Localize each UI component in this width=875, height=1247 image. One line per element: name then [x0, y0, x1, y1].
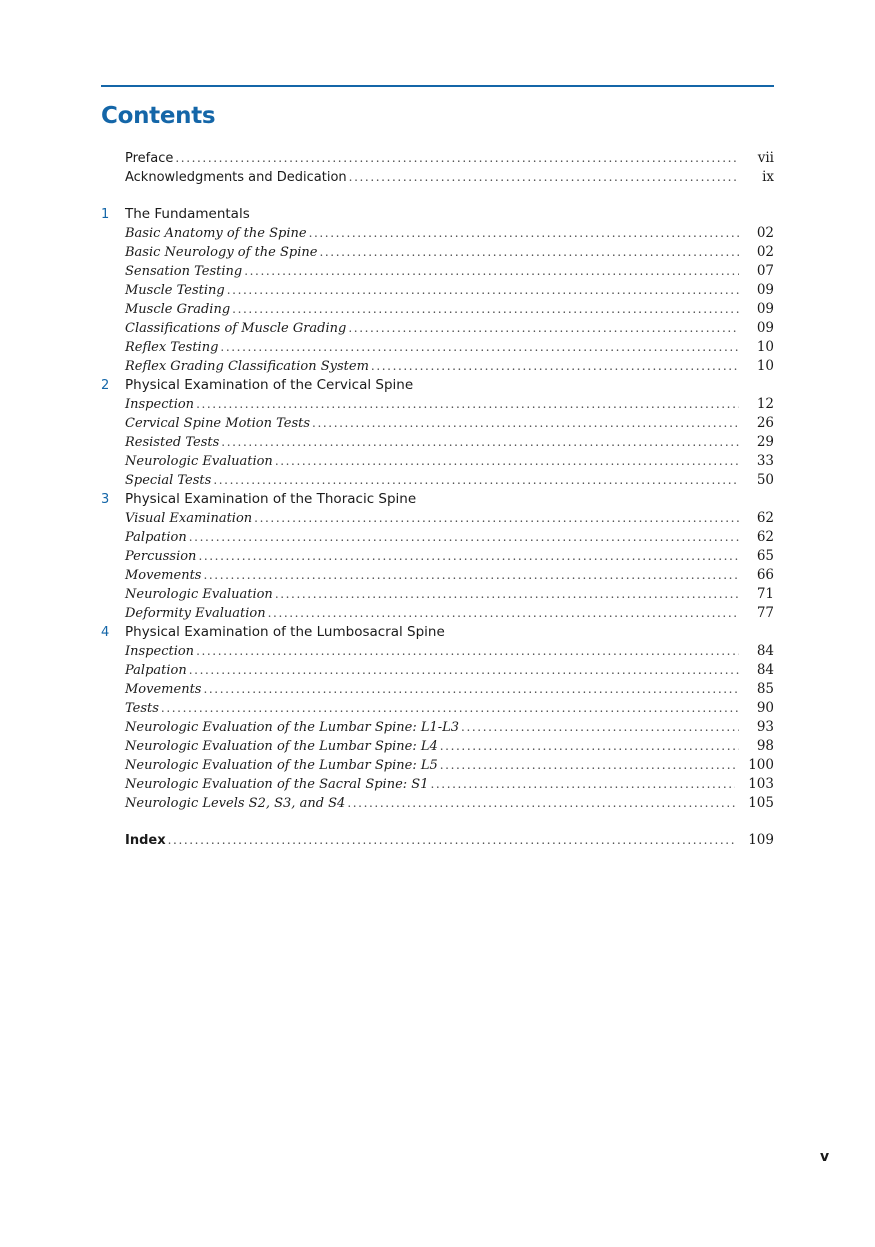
toc-page-number: 50 [756, 472, 774, 488]
toc-entry-label: Visual Examination [125, 511, 253, 526]
toc-page-number: 02 [756, 244, 774, 260]
dot-leader [198, 547, 739, 566]
dot-leader [254, 509, 739, 528]
dot-leader [221, 433, 739, 452]
toc-page-number: 66 [756, 567, 774, 583]
dot-leader [268, 604, 739, 623]
toc-entry-label: Neurologic Evaluation [125, 587, 273, 602]
toc-chapter-heading[interactable] [101, 376, 774, 395]
toc-page-number: 62 [756, 529, 774, 545]
toc-entry-label: Movements [125, 568, 202, 583]
dot-leader [461, 718, 739, 737]
toc-page-number: 26 [756, 415, 774, 431]
dot-leader [275, 585, 739, 604]
toc-section-entry[interactable] [101, 794, 774, 813]
dot-leader [213, 471, 739, 490]
dot-leader [196, 395, 739, 414]
dot-leader [203, 566, 739, 585]
dot-leader [196, 642, 739, 661]
toc-page-number: 109 [748, 832, 774, 848]
toc-entry-label: Inspection [125, 397, 195, 412]
toc-entry-acknowledgments[interactable] [101, 168, 774, 187]
toc-page-number: ix [762, 169, 774, 185]
dot-leader [189, 528, 739, 547]
toc-page-number: 90 [756, 700, 774, 716]
toc-section-entry[interactable] [101, 661, 774, 680]
toc-section-entry[interactable] [101, 300, 774, 319]
toc-entry-label: Tests [125, 701, 159, 716]
dot-leader [275, 452, 739, 471]
toc-section-entry[interactable] [101, 452, 774, 471]
toc-page-number: 09 [756, 320, 774, 336]
chapter-number: 4 [101, 625, 110, 640]
toc-entry-preface[interactable] [101, 149, 774, 168]
toc-section-entry[interactable] [101, 585, 774, 604]
toc-section-entry[interactable] [101, 604, 774, 623]
toc-page-number: 12 [756, 396, 774, 412]
toc-page-number: 100 [748, 757, 774, 773]
toc-section-entry[interactable] [101, 262, 774, 281]
toc-entry-label: Index [125, 833, 166, 848]
toc-section-entry[interactable] [101, 471, 774, 490]
toc-section-entry[interactable] [101, 642, 774, 661]
toc-entry-label: Basic Anatomy of the Spine [125, 226, 307, 241]
toc-chapter-heading[interactable] [101, 205, 774, 224]
dot-leader [220, 338, 739, 357]
toc-entry-label: Palpation [125, 663, 187, 678]
toc-page-number: 84 [756, 643, 774, 659]
toc-entry-index[interactable] [101, 831, 774, 850]
toc-entry-label: Cervical Spine Motion Tests [125, 416, 311, 431]
toc-entry-label: Basic Neurology of the Spine [125, 245, 318, 260]
chapter-number: 2 [101, 378, 110, 393]
dot-leader [309, 224, 739, 243]
dot-leader [319, 243, 739, 262]
toc-entry-label: Muscle Testing [125, 283, 225, 298]
toc-page-number: 07 [756, 263, 774, 279]
dot-leader [175, 149, 739, 168]
dot-leader [161, 699, 739, 718]
chapter-title: The Fundamentals [125, 206, 250, 222]
toc-page-number: 10 [756, 358, 774, 374]
toc-section-entry[interactable] [101, 756, 774, 775]
toc-page-number: 71 [756, 586, 774, 602]
toc-entry-label: Deformity Evaluation [125, 606, 266, 621]
header-rule [101, 85, 774, 87]
toc-page-number: 10 [756, 339, 774, 355]
chapter-number: 3 [101, 492, 110, 507]
toc-chapter-heading[interactable] [101, 490, 774, 509]
toc-page-number: 09 [756, 282, 774, 298]
toc-entry-label: Neurologic Evaluation of the Lumbar Spine: L5 [125, 758, 438, 773]
toc-entry-label: Percussion [125, 549, 197, 564]
dot-leader [227, 281, 739, 300]
toc-entry-label: Inspection [125, 644, 195, 659]
page-folio: v [820, 1149, 830, 1165]
toc-entry-label: Special Tests [125, 473, 212, 488]
toc-page-number: 105 [748, 795, 774, 811]
toc-section-entry[interactable] [101, 414, 774, 433]
toc-section-entry[interactable] [101, 243, 774, 262]
toc-section-entry[interactable] [101, 775, 774, 794]
toc-entry-label: Resisted Tests [125, 435, 220, 450]
toc-page-number: 29 [756, 434, 774, 450]
chapter-number: 1 [101, 207, 110, 222]
toc-section-entry[interactable] [101, 680, 774, 699]
toc-entry-label: Muscle Grading [125, 302, 231, 317]
toc-entry-label: Reflex Testing [125, 340, 219, 355]
toc-section-entry[interactable] [101, 338, 774, 357]
page-title: Contents [101, 103, 216, 129]
toc-page-number: 77 [756, 605, 774, 621]
dot-leader [440, 737, 739, 756]
toc-entry-label: Preface [125, 151, 174, 166]
toc-section-entry[interactable] [101, 433, 774, 452]
toc-page-number: vii [757, 150, 774, 166]
dot-leader [440, 756, 735, 775]
dot-leader [349, 168, 739, 187]
toc-section-entry[interactable] [101, 224, 774, 243]
dot-leader [168, 831, 736, 850]
chapter-title: Physical Examination of the Lumbosacral Spine [125, 624, 445, 640]
toc-page-number: 84 [756, 662, 774, 678]
toc-entry-label: Neurologic Evaluation of the Lumbar Spine: L1-L3 [125, 720, 460, 735]
toc-page-number: 65 [756, 548, 774, 564]
toc-chapter-heading[interactable] [101, 623, 774, 642]
toc-entry-label: Sensation Testing [125, 264, 243, 279]
toc-entry-label: Acknowledgments and Dedication [125, 170, 347, 185]
chapter-list [101, 205, 774, 813]
toc-section-entry[interactable] [101, 319, 774, 338]
dot-leader [371, 357, 739, 376]
toc-entry-label: Neurologic Levels S2, S3, and S4 [125, 796, 346, 811]
toc-entry-label: Movements [125, 682, 202, 697]
dot-leader [232, 300, 739, 319]
chapter-title: Physical Examination of the Cervical Spine [125, 377, 414, 393]
toc-section-entry[interactable] [101, 395, 774, 414]
toc-section-entry[interactable] [101, 357, 774, 376]
toc-page-number: 93 [756, 719, 774, 735]
toc-page-number: 62 [756, 510, 774, 526]
toc-entry-label: Palpation [125, 530, 187, 545]
toc-page-number: 33 [756, 453, 774, 469]
toc-entry-label: Neurologic Evaluation [125, 454, 273, 469]
toc-entry-label: Classifications of Muscle Grading [125, 321, 347, 336]
toc-section-entry[interactable] [101, 566, 774, 585]
toc-entry-label: Reflex Grading Classification System [125, 359, 369, 374]
toc-entry-label: Neurologic Evaluation of the Sacral Spine: S1 [125, 777, 429, 792]
table-of-contents [101, 149, 774, 850]
dot-leader [348, 319, 739, 338]
chapter-title: Physical Examination of the Thoracic Spine [125, 491, 417, 507]
toc-section-entry[interactable] [101, 547, 774, 566]
toc-section-entry[interactable] [101, 718, 774, 737]
toc-section-entry[interactable] [101, 699, 774, 718]
toc-page-number: 98 [756, 738, 774, 754]
dot-leader [312, 414, 739, 433]
dot-leader [203, 680, 739, 699]
dot-leader [189, 661, 739, 680]
toc-page-number: 103 [748, 776, 774, 792]
dot-leader [430, 775, 735, 794]
toc-section-entry[interactable] [101, 509, 774, 528]
toc-page-number: 02 [756, 225, 774, 241]
dot-leader [347, 794, 735, 813]
toc-section-entry[interactable] [101, 528, 774, 547]
toc-entry-label: Neurologic Evaluation of the Lumbar Spine: L4 [125, 739, 438, 754]
toc-section-entry[interactable] [101, 737, 774, 756]
toc-page-number: 09 [756, 301, 774, 317]
toc-page-number: 85 [756, 681, 774, 697]
dot-leader [244, 262, 739, 281]
toc-section-entry[interactable] [101, 281, 774, 300]
